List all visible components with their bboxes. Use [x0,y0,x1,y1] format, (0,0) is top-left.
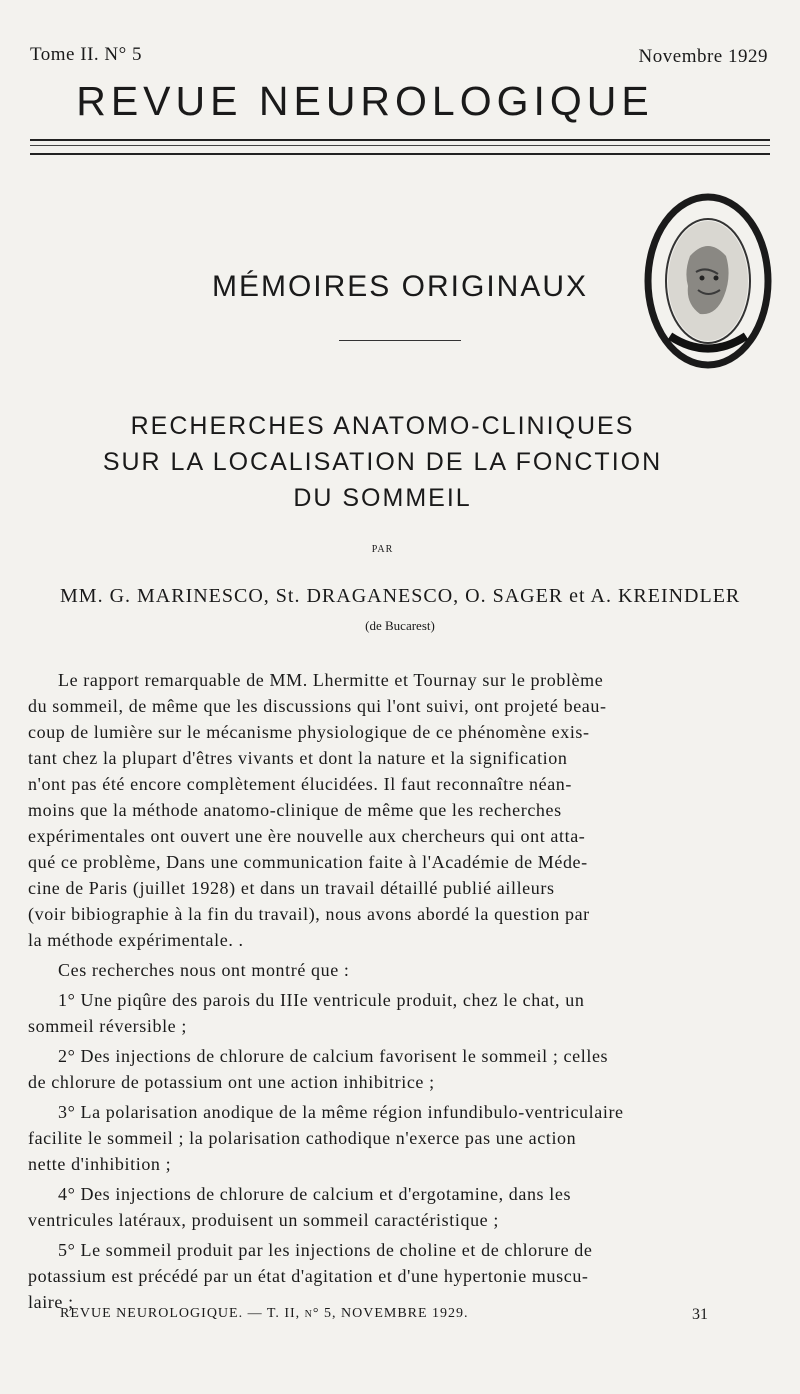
body-line: expérimentales ont ouvert une ère nouvelle aux chercheurs qui ont atta- [28,826,586,846]
body-line: cine de Paris (juillet 1928) et dans un travail détaillé publié ailleurs [28,878,555,898]
body-line: qué ce problème, Dans une communication faite à l'Académie de Méde- [28,852,588,872]
article-title-line: SUR LA LOCALISATION DE LA FONCTION [102,448,663,476]
section-divider [339,340,461,341]
body-line: laire ; [28,1292,74,1312]
body-line: la méthode expérimentale. . [28,930,244,950]
body-line: (voir bibiographie à la fin du travail), nous avons abordé la question par [28,904,590,924]
body-line: 3° La polarisation anodique de la même région infundibulo-ventriculaire [58,1102,624,1122]
body-line: nette d'inhibition ; [28,1154,172,1174]
author-affiliation: (de Bucarest) [365,618,435,633]
body-line: n'ont pas été encore complètement élucidées. Il faut reconnaître néan- [28,774,573,794]
article-title-line: RECHERCHES ANATOMO-CLINIQUES [130,412,635,440]
body-line: de chlorure de potassium ont une action inhibitrice ; [28,1072,435,1092]
body-line: sommeil réversible ; [28,1016,187,1036]
body-line: 4° Des injections de chlorure de calcium et d'ergotamine, dans les [58,1184,572,1204]
body-line: Ces recherches nous ont montré que : [58,960,350,980]
body-line: 1° Une piqûre des parois du IIIe ventricule produit, chez le chat, un [58,990,585,1010]
by-label: PAR [371,544,394,555]
journal-title: REVUE NEUROLOGIQUE [76,78,654,124]
body-line: facilite le sommeil ; la polarisation cathodique n'exerce pas une action [28,1128,577,1148]
body-line: coup de lumière sur le mécanisme physiologique de ce phénomène exis- [28,722,590,742]
body-line: moins que la méthode anatomo-clinique de même que les recherches [28,800,562,820]
body-line: 5° Le sommeil produit par les injections de choline et de chlorure de [58,1240,593,1260]
body-line: 2° Des injections de chlorure de calcium favorisent le sommeil ; celles [58,1046,609,1066]
body-line: ventricules latéraux, produisent un sommeil caractéristique ; [28,1210,499,1230]
issue-date: Novembre 1929 [638,46,768,67]
author-list: MM. G. MARINESCO, St. DRAGANESCO, O. SAGER et A. KREINDLER [60,585,741,607]
body-line: potassium est précédé par un état d'agitation et d'une hypertonie muscu- [28,1266,589,1286]
page-number: 31 [692,1306,708,1323]
section-title: MÉMOIRES ORIGINAUX [211,270,589,303]
body-line: Le rapport remarquable de MM. Lhermitte et Tournay sur le problème [58,670,604,690]
article-title-line: DU SOMMEIL [293,484,472,512]
body-line: du sommeil, de même que les discussions qui l'ont suivi, ont projeté beau- [28,696,607,716]
page-footer [60,1306,708,1330]
header-rule [30,139,770,157]
body-line: tant chez la plupart d'êtres vivants et dont la nature et la signification [28,748,568,768]
article-title [0,408,765,516]
footer-citation: REVUE NEUROLOGIQUE. — T. II, n° 5, NOVEMBRE 1929. [60,1306,469,1321]
issue-number: Tome II. N° 5 [30,44,142,65]
page-header [30,44,768,74]
